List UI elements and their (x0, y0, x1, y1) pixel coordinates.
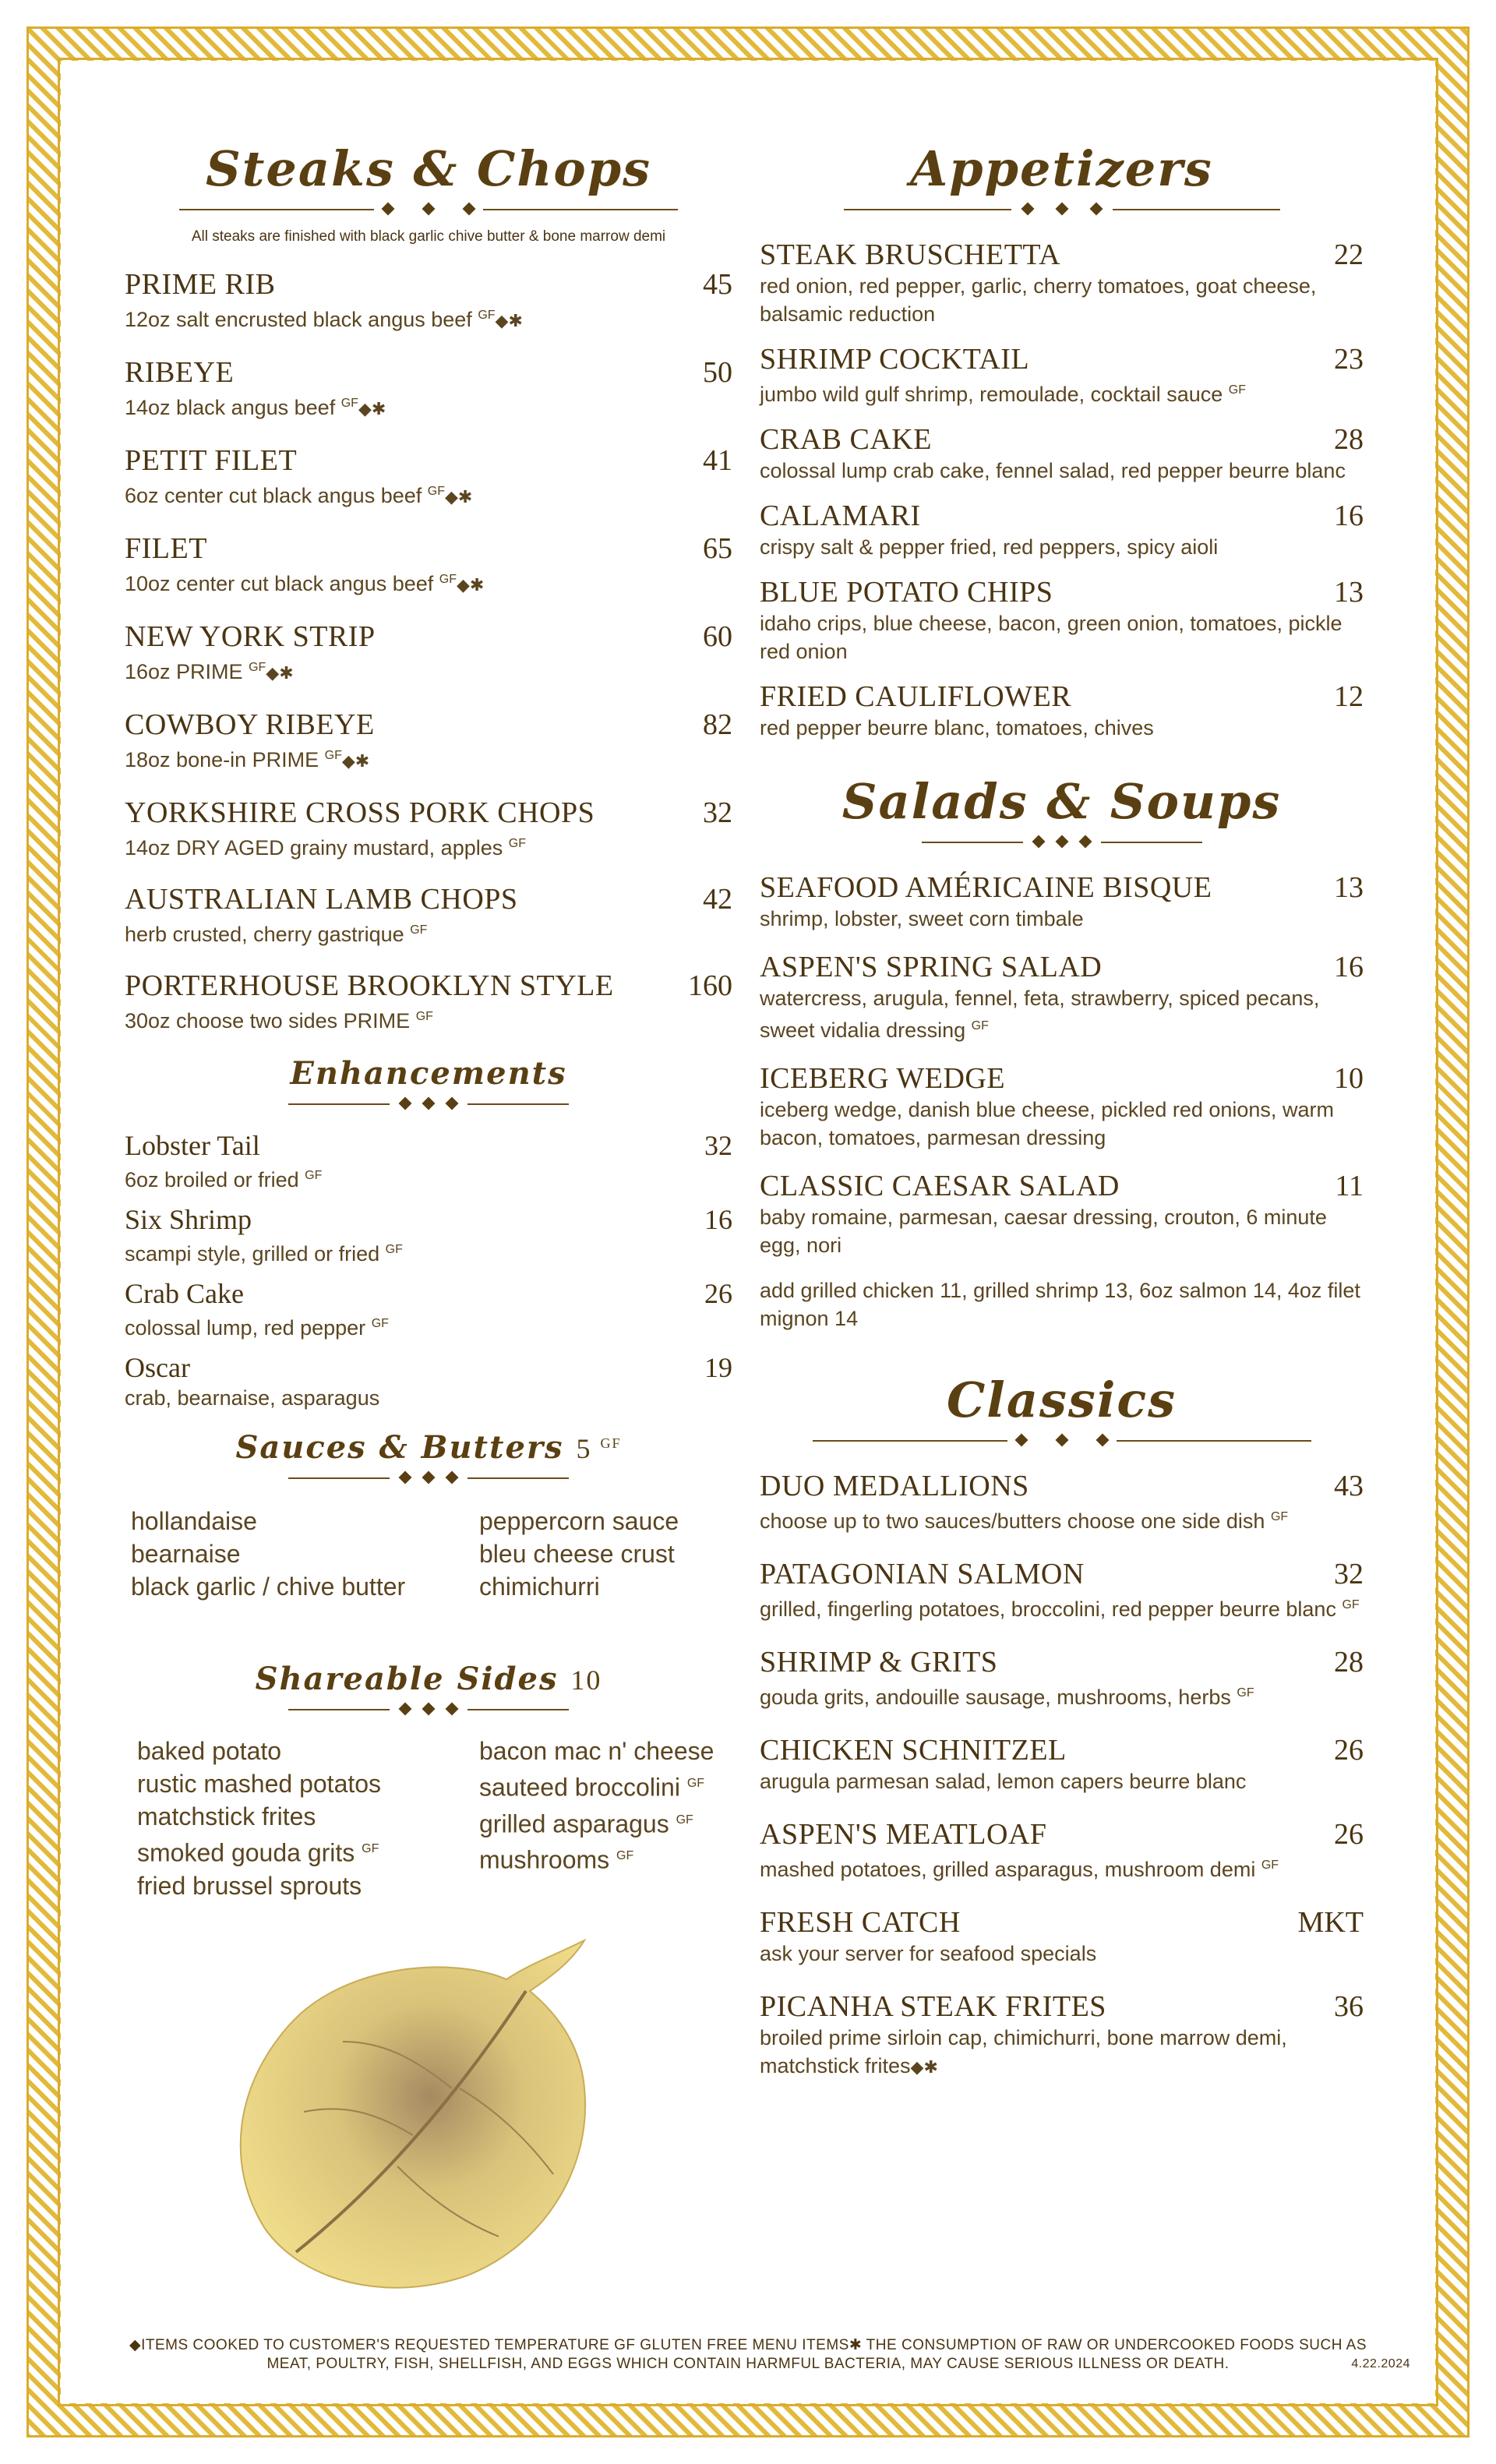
item-name: CRAB CAKE (760, 423, 932, 456)
gluten-free-mark: GF (1237, 1686, 1254, 1700)
item-name: SEAFOOD AMÉRICAINE BISQUE (760, 871, 1212, 904)
raw-warning-icon: ◆✱ (358, 399, 386, 418)
side-item (137, 1833, 381, 1869)
salad-item (760, 1169, 1364, 1259)
item-name: Oscar (125, 1352, 190, 1383)
sauces-price-wrap (576, 1433, 621, 1464)
sauces-price: 5 (576, 1433, 592, 1464)
right-column (760, 140, 1364, 2103)
item-description-text: ask your server for seafood specials (760, 1942, 1097, 1965)
side-item (137, 1800, 381, 1833)
list-item-text: rustic mashed potatos (137, 1770, 382, 1798)
steaks-section (125, 140, 732, 1035)
item-description (125, 1236, 732, 1268)
item-description (760, 1096, 1364, 1152)
item-description (125, 916, 732, 948)
item-name: RIBEYE (125, 356, 235, 389)
steak-item (125, 708, 732, 775)
gluten-free-mark: GF (249, 661, 266, 674)
sauce-item: peppercorn sauce (479, 1507, 679, 1535)
item-description (760, 376, 1364, 408)
item-name: Crab Cake (125, 1278, 244, 1309)
item-price: 82 (703, 708, 732, 741)
item-price: 60 (703, 620, 732, 653)
item-description (125, 1310, 732, 1342)
list-item-text: baked potato (137, 1737, 282, 1765)
item-description (760, 2024, 1364, 2081)
item-description-text: red onion, red pepper, garlic, cherry tomatoes, goat cheese, balsamic reduction (760, 274, 1317, 326)
raw-warning-icon: ◆✱ (341, 751, 370, 771)
appetizer-item (760, 499, 1364, 561)
gluten-free-mark: GF (686, 1777, 705, 1790)
salad-item (760, 1061, 1364, 1152)
side-item (137, 1735, 381, 1767)
enhancements-heading: Enhancements (290, 1055, 567, 1092)
sauces-title: Sauces & Butters (235, 1429, 564, 1466)
item-name: YORKSHIRE CROSS PORK CHOPS (125, 796, 595, 829)
steaks-note: All steaks are finished with black garlic chive butter & bone marrow demi (191, 228, 666, 245)
item-name: SHRIMP & GRITS (760, 1646, 998, 1679)
item-description (760, 1767, 1364, 1795)
raw-warning-icon: ◆✱ (444, 487, 473, 507)
item-description-text: 14oz black angus beef (125, 396, 336, 419)
ornament-divider (288, 1470, 569, 1486)
salads-list (760, 870, 1364, 1259)
item-price: 19 (704, 1352, 732, 1383)
ornament-divider (813, 1433, 1311, 1449)
sauces-list (125, 1505, 732, 1614)
salads-heading: Salads & Soups (842, 773, 1282, 830)
gluten-free-mark: GF (362, 1842, 379, 1855)
item-price: 50 (703, 356, 732, 389)
item-name: PATAGONIAN SALMON (760, 1558, 1085, 1590)
item-description-text: idaho crips, blue cheese, bacon, green onion, tomatoes, pickle red onion (760, 612, 1343, 663)
appetizers-list (760, 238, 1364, 742)
side-item (479, 1804, 714, 1841)
item-description-text: 30oz choose two sides PRIME (125, 1009, 411, 1033)
steak-item (125, 969, 732, 1035)
item-price: 41 (703, 444, 732, 477)
footer-disclaimer (86, 2336, 1410, 2374)
steak-item (125, 620, 732, 687)
gluten-free-mark: GF (1270, 1510, 1289, 1523)
item-description (125, 566, 732, 599)
item-description-text: grilled, fingerling potatoes, broccolini, red pepper beurre blanc (760, 1597, 1336, 1621)
classic-item (760, 1469, 1364, 1535)
side-item (479, 1767, 714, 1804)
item-description-text: colossal lump crab cake, fennel salad, red pepper beurre blanc (760, 459, 1346, 482)
classic-item (760, 1905, 1364, 1968)
sauce-item: hollandaise (131, 1507, 257, 1535)
sauces-col-2 (479, 1505, 679, 1603)
raw-warning-icon: ◆✱ (910, 2057, 938, 2077)
sauce-item: bearnaise (131, 1540, 241, 1568)
item-description (760, 272, 1364, 328)
gluten-free-mark: GF (478, 309, 496, 322)
steak-item (125, 796, 732, 862)
item-description (760, 714, 1364, 742)
enhancement-item (125, 1203, 732, 1268)
list-item-text: sauteed broccolini (479, 1773, 680, 1802)
item-name: Six Shrimp (125, 1204, 252, 1235)
ornament-divider (288, 1096, 569, 1112)
item-description (125, 654, 732, 687)
classic-item (760, 1733, 1364, 1795)
item-description (125, 1384, 732, 1412)
sauce-item: black garlic / chive butter (131, 1573, 406, 1601)
side-item (137, 1767, 381, 1800)
item-description (760, 609, 1364, 665)
item-description-text: colossal lump, red pepper (125, 1316, 366, 1340)
steak-item (125, 882, 732, 948)
steak-item (125, 355, 732, 423)
item-price: 10 (1334, 1062, 1364, 1095)
gluten-free-mark: GF (1228, 383, 1246, 397)
item-description-text: crispy salt & pepper fried, red peppers, spicy aioli (760, 535, 1219, 559)
item-price: 26 (1334, 1734, 1364, 1767)
gluten-free-mark: GF (508, 837, 526, 850)
item-price: 43 (1334, 1470, 1364, 1502)
sauces-col-1 (131, 1505, 405, 1603)
enhancement-item (125, 1277, 732, 1342)
gluten-free-mark: GF (1261, 1859, 1279, 1872)
steaks-heading: Steaks & Chops (205, 140, 652, 197)
appetizer-item (760, 575, 1364, 665)
item-description-text: mashed potatoes, grilled asparagus, mushroom demi (760, 1858, 1256, 1881)
ornament-divider (844, 202, 1280, 217)
classic-item (760, 1817, 1364, 1883)
gluten-free-mark: GF (305, 1169, 323, 1182)
item-description (125, 302, 732, 335)
item-description-text: broiled prime sirloin cap, chimichurri, bone marrow demi, matchstick frites (760, 2026, 1287, 2077)
sauces-section (125, 1429, 732, 1614)
side-item (479, 1840, 714, 1876)
item-description-text: herb crusted, cherry gastrique (125, 923, 404, 946)
item-name: FILET (125, 532, 207, 565)
item-name: STEAK BRUSCHETTA (760, 238, 1061, 271)
item-name: CALAMARI (760, 500, 921, 532)
classic-item (760, 1557, 1364, 1623)
item-description-text: 6oz broiled or fried (125, 1168, 299, 1191)
item-price: 65 (703, 532, 732, 565)
side-item (137, 1869, 381, 1902)
item-price: 32 (703, 796, 732, 829)
item-price: 160 (688, 969, 732, 1002)
appetizer-item (760, 422, 1364, 485)
item-description-text: 12oz salt encrusted black angus beef (125, 308, 472, 331)
item-name: FRIED CAULIFLOWER (760, 680, 1072, 713)
item-description-text: watercress, arugula, fennel, feta, strawberry, spiced pecans, sweet vidalia dressing (760, 987, 1320, 1042)
salads-section (760, 773, 1364, 1333)
sauces-heading (125, 1429, 732, 1466)
menu-date: 4.22.2024 (1351, 2357, 1410, 2370)
item-description (125, 1003, 732, 1035)
item-description-text: 16oz PRIME (125, 660, 243, 683)
item-description-text: crab, bearnaise, asparagus (125, 1386, 380, 1410)
item-description (760, 1591, 1364, 1623)
item-name: ICEBERG WEDGE (760, 1062, 1006, 1095)
item-name: CHICKEN SCHNITZEL (760, 1734, 1067, 1767)
item-description (760, 1203, 1364, 1259)
salad-addon-note: add grilled chicken 11, grilled shrimp 13, 6oz salmon 14, 4oz filet mignon 14 (760, 1279, 1360, 1330)
item-description-text: scampi style, grilled or fried (125, 1242, 380, 1266)
item-description (760, 1679, 1364, 1711)
sides-price: 10 (570, 1664, 602, 1696)
raw-warning-icon: ◆✱ (495, 311, 523, 330)
gluten-free-mark: GF (676, 1813, 693, 1827)
gluten-free-mark: GF (427, 485, 445, 498)
item-description (760, 905, 1364, 933)
footer-line-1: ◆ITEMS COOKED TO CUSTOMER'S REQUESTED TEMPERATURE GF GLUTEN FREE MENU ITEMS✱ THE CONSUMPTION OF RAW OR UNDERCOOKED FOODS SUCH AS (129, 2337, 1367, 2353)
list-item-text: bacon mac n' cheese (479, 1737, 714, 1765)
classics-section (760, 1371, 1364, 2081)
item-description (760, 533, 1364, 561)
item-price: 32 (1334, 1558, 1364, 1590)
aspen-leaf-image (218, 1933, 616, 2307)
item-description (125, 478, 732, 511)
classics-list (760, 1469, 1364, 2081)
gluten-free-mark: GF (971, 1019, 989, 1033)
item-description (760, 1940, 1364, 1968)
sauces-gf: GF (600, 1435, 622, 1451)
sauce-item: bleu cheese crust (479, 1540, 675, 1568)
salad-item (760, 950, 1364, 1044)
item-price: 32 (704, 1130, 732, 1161)
enhancements-section (125, 1055, 732, 1412)
steaks-list (125, 267, 732, 1035)
sides-section (125, 1661, 732, 1906)
item-description-text: jumbo wild gulf shrimp, remoulade, cocktail sauce (760, 383, 1223, 406)
raw-warning-icon: ◆✱ (457, 575, 485, 595)
item-price: 13 (1334, 871, 1364, 904)
list-item-text: fried brussel sprouts (137, 1871, 362, 1900)
item-name: NEW YORK STRIP (125, 620, 376, 653)
footer-line-2: MEAT, POULTRY, FISH, SHELLFISH, AND EGGS WHICH CONTAIN HARMFUL BACTERIA, MAY CAUSE SERIOUS ILLNESS OR DEATH. (266, 2356, 1230, 2372)
classic-item (760, 1645, 1364, 1711)
raw-warning-icon: ◆✱ (266, 663, 294, 683)
sides-col-1 (137, 1735, 381, 1902)
ornament-divider (288, 1702, 569, 1717)
list-item-text: grilled asparagus (479, 1809, 669, 1838)
item-price: 45 (703, 268, 732, 301)
item-name: AUSTRALIAN LAMB CHOPS (125, 883, 518, 916)
item-price: 42 (703, 883, 732, 916)
salad-item (760, 870, 1364, 933)
item-name: COWBOY RIBEYE (125, 708, 375, 741)
gluten-free-mark: GF (410, 923, 428, 937)
classic-item (760, 1989, 1364, 2081)
item-description-text: 6oz center cut black angus beef (125, 484, 422, 507)
item-description-text: 10oz center cut black angus beef (125, 572, 434, 595)
item-name: ASPEN'S MEATLOAF (760, 1818, 1047, 1851)
item-price: 23 (1334, 343, 1364, 376)
steak-item (125, 531, 732, 599)
sides-list (125, 1735, 732, 1906)
item-price: 28 (1334, 423, 1364, 456)
ornament-divider (922, 835, 1202, 850)
item-price: 16 (704, 1204, 732, 1235)
item-name: PETIT FILET (125, 444, 298, 477)
item-description-text: baby romaine, parmesan, caesar dressing, crouton, 6 minute egg, nori (760, 1206, 1327, 1257)
gluten-free-mark: GF (439, 573, 457, 586)
classics-heading: Classics (946, 1371, 1177, 1428)
list-item-text: mushrooms (479, 1845, 610, 1874)
sides-col-2 (479, 1735, 714, 1876)
item-price: 28 (1334, 1646, 1364, 1679)
item-name: Lobster Tail (125, 1130, 260, 1161)
item-price: 16 (1334, 951, 1364, 983)
gluten-free-mark: GF (616, 1849, 634, 1863)
item-name: PRIME RIB (125, 268, 276, 301)
item-price: 12 (1334, 680, 1364, 713)
item-description-text: 14oz DRY AGED grainy mustard, apples (125, 836, 503, 860)
steak-item (125, 267, 732, 335)
appetizer-item (760, 342, 1364, 408)
item-description (125, 742, 732, 775)
item-name: PORTERHOUSE BROOKLYN STYLE (125, 969, 614, 1002)
item-price: 16 (1334, 500, 1364, 532)
item-description (760, 984, 1364, 1044)
item-description (125, 1162, 732, 1194)
item-description-text: red pepper beurre blanc, tomatoes, chives (760, 716, 1154, 740)
side-item (479, 1735, 714, 1767)
item-description (760, 1852, 1364, 1883)
item-price: 26 (1334, 1818, 1364, 1851)
appetizers-section (760, 140, 1364, 742)
enhancement-item (125, 1351, 732, 1412)
item-description-text: iceberg wedge, danish blue cheese, pickled red onions, warm bacon, tomatoes, parmesan dressing (760, 1098, 1334, 1149)
appetizer-item (760, 238, 1364, 328)
item-description-text: gouda grits, andouille sausage, mushrooms, herbs (760, 1686, 1231, 1709)
item-price: MKT (1297, 1906, 1364, 1939)
item-description-text: arugula parmesan salad, lemon capers beurre blanc (760, 1770, 1247, 1793)
steak-item (125, 443, 732, 511)
item-price: 11 (1335, 1170, 1364, 1202)
enhancement-item (125, 1129, 732, 1194)
gluten-free-mark: GF (371, 1317, 389, 1330)
item-name: CLASSIC CAESAR SALAD (760, 1170, 1120, 1202)
item-name: DUO MEDALLIONS (760, 1470, 1029, 1502)
sides-heading (125, 1661, 732, 1697)
sides-title: Shareable Sides (255, 1661, 559, 1697)
item-description-text: choose up to two sauces/butters choose one side dish (760, 1509, 1265, 1533)
item-price: 22 (1334, 238, 1364, 271)
gluten-free-mark: GF (324, 749, 342, 762)
appetizer-item (760, 680, 1364, 742)
appetizers-heading: Appetizers (910, 140, 1213, 197)
item-name: BLUE POTATO CHIPS (760, 576, 1053, 609)
item-description (125, 830, 732, 862)
item-description (125, 390, 732, 423)
item-description-text: 18oz bone-in PRIME (125, 748, 319, 771)
item-name: PICANHA STEAK FRITES (760, 1990, 1106, 2023)
item-description-text: shrimp, lobster, sweet corn timbale (760, 907, 1084, 930)
gluten-free-mark: GF (1342, 1598, 1360, 1611)
item-name: ASPEN'S SPRING SALAD (760, 951, 1103, 983)
gluten-free-mark: GF (415, 1010, 433, 1023)
sauce-item: chimichurri (479, 1573, 600, 1601)
item-price: 36 (1334, 1990, 1364, 2023)
item-name: SHRIMP COCKTAIL (760, 343, 1030, 376)
gluten-free-mark: GF (340, 397, 358, 410)
gluten-free-mark: GF (385, 1243, 403, 1256)
item-description (760, 1503, 1364, 1535)
enhancements-list (125, 1129, 732, 1412)
item-price: 26 (704, 1278, 732, 1309)
item-name: FRESH CATCH (760, 1906, 961, 1939)
list-item-text: smoked gouda grits (137, 1838, 355, 1867)
left-column (125, 140, 732, 1906)
list-item-text: matchstick frites (137, 1802, 316, 1830)
ornament-divider (179, 202, 678, 217)
item-description (760, 457, 1364, 485)
item-price: 13 (1334, 576, 1364, 609)
